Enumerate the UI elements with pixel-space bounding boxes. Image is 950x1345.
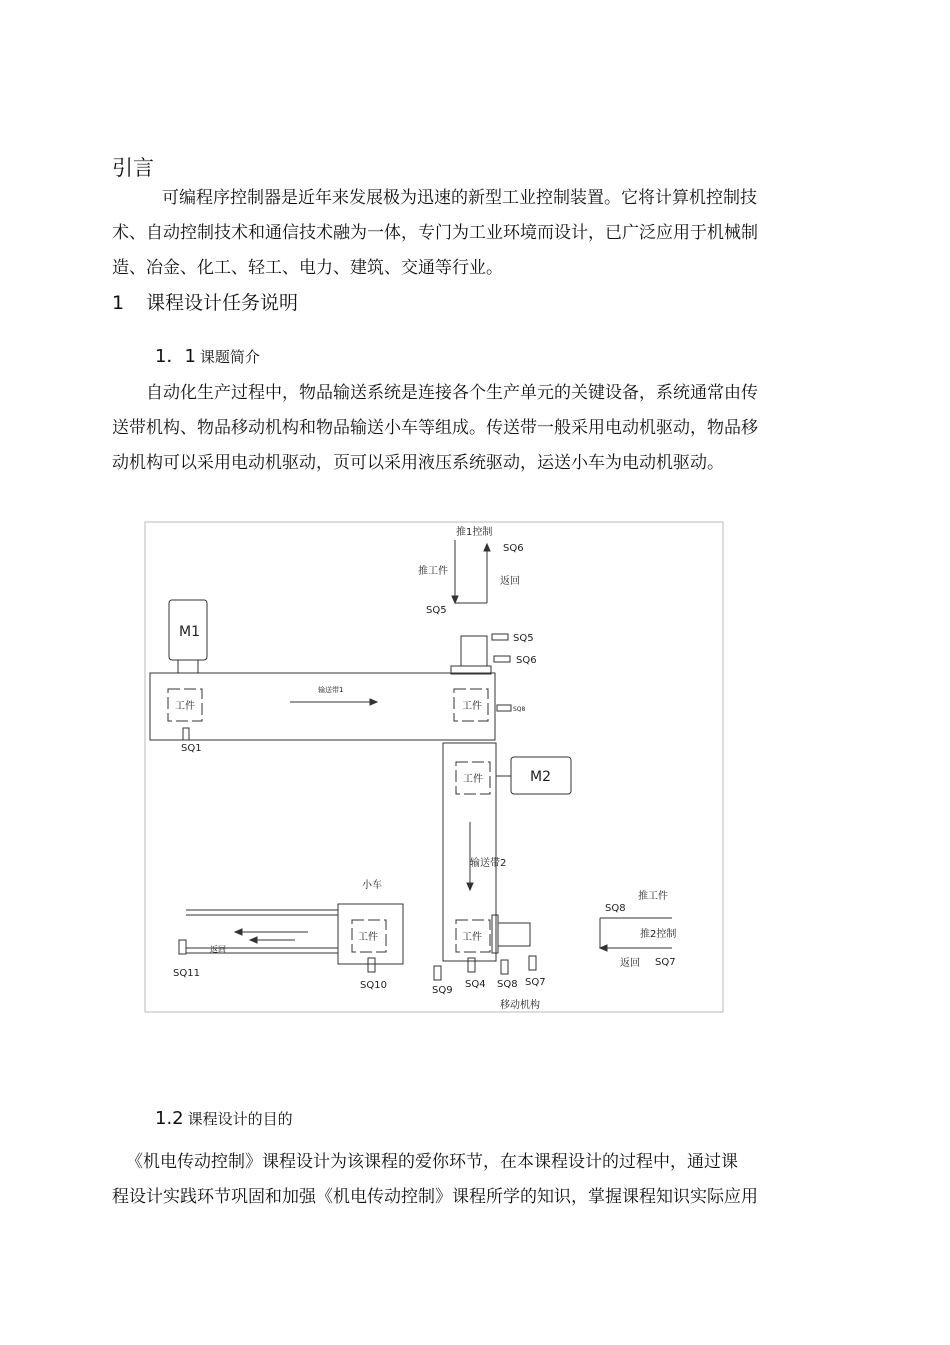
- belt-1-label: 输送带1: [318, 686, 344, 694]
- sq6-top-label: SQ6: [503, 543, 524, 554]
- sq11-label: SQ11: [173, 968, 200, 979]
- sq1-sensor: [183, 728, 189, 740]
- return-label: 返回: [500, 576, 520, 587]
- section-1-2-line-1: 《机电传动控制》课程设计为该课程的爱你环节，在本课程设计的过程中，通过课: [126, 1152, 738, 1172]
- sq9-label: SQ9: [432, 985, 453, 996]
- cart-label: 小车: [362, 880, 382, 891]
- section-1-2-number: 1.2: [155, 1108, 184, 1129]
- workpiece-label-5: 工件: [358, 932, 378, 943]
- return-small-label: 返回: [210, 945, 226, 954]
- moving-mechanism-label: 移动机构: [500, 1000, 540, 1011]
- section-1-1-line-1: 自动化生产过程中，物品输送系统是连接各个生产单元的关键设备，系统通常由传: [146, 383, 758, 403]
- section-1-2-paragraph: [112, 1145, 758, 1215]
- section-1-1-title: 课题简介: [199, 348, 260, 366]
- section-1-2-title: 课程设计的目的: [187, 1110, 293, 1128]
- sq5-label: SQ5: [513, 633, 534, 644]
- moving-plate: [492, 915, 498, 953]
- m2-label: M2: [530, 769, 551, 785]
- section-1-number: 1: [112, 292, 125, 314]
- belt-2-label: 输送带2: [470, 858, 507, 869]
- cart-arrowhead-1: [235, 929, 242, 935]
- right-return-arrowhead: [600, 945, 607, 951]
- sq10-label: SQ10: [360, 980, 387, 991]
- sq10-sensor: [368, 958, 375, 972]
- section-1-2-line-2: 程设计实践环节巩固和加强《机电传动控制》课程所学的知识，掌握课程知识实际应用: [112, 1187, 758, 1207]
- section-1-1-number: 1．1: [155, 346, 196, 367]
- section-1-title: 课程设计任务说明: [146, 292, 299, 314]
- sq-small-sensor: [497, 705, 511, 711]
- intro-line-1: 可编程序控制器是近年来发展极为迅速的新型工业控制装置。它将计算机控制技: [162, 188, 757, 208]
- right-push-label: 推工件: [638, 891, 668, 902]
- section-1-1-line-3: 动机构可以采用电动机驱动，页可以采用液压系统驱动，运送小车为电动机驱动。: [112, 453, 724, 473]
- sq5-top-label: SQ5: [426, 605, 447, 616]
- right-sq7-label: SQ7: [655, 957, 676, 968]
- diagram-frame: [145, 522, 723, 1012]
- sq9-sensor: [434, 966, 441, 980]
- belt-1-arrowhead: [370, 699, 377, 705]
- sq4-sensor: [468, 958, 475, 972]
- sq-small-label: SQ8: [513, 706, 526, 713]
- intro-line-3: 造、冶金、化工、轻工、电力、建筑、交通等行业。: [112, 258, 503, 278]
- section-1-1-line-2: 送带机构、物品移动机构和物品输送小车等组成。传送带一般采用电动机驱动，物品移: [112, 418, 758, 438]
- sq5-sensor: [492, 634, 508, 640]
- cart-arrowhead-2: [250, 937, 257, 943]
- right-return-label: 返回: [620, 958, 640, 969]
- workpiece-label-3: 工件: [463, 774, 483, 785]
- push-down-arrow: [452, 596, 458, 603]
- workpiece-label-1: 工件: [175, 701, 195, 712]
- sq4-label: SQ4: [465, 979, 486, 990]
- sq11-sensor: [179, 940, 186, 954]
- m1-shaft: [178, 660, 198, 673]
- sq8-label: SQ8: [497, 979, 518, 990]
- moving-cylinder: [498, 923, 530, 946]
- sq1-label: SQ1: [181, 743, 202, 754]
- return-up-arrow: [484, 544, 490, 551]
- belt-2-arrowhead: [467, 883, 473, 890]
- section-1-2-heading: [155, 1108, 293, 1129]
- push-label: 推工件: [418, 566, 448, 577]
- top-control-label: 推1控制: [456, 527, 493, 538]
- m1-label: M1: [179, 624, 200, 640]
- workpiece-label-2: 工件: [462, 701, 482, 712]
- sq6-sensor: [494, 656, 510, 662]
- pusher-body: [461, 636, 487, 666]
- right-control-label: 推2控制: [640, 929, 677, 940]
- sq7-label: SQ7: [525, 977, 546, 988]
- intro-line-2: 术、自动控制技术和通信技术融为一体，专门为工业环境而设计，已广泛应用于机械制: [112, 223, 758, 243]
- sq8-sensor: [501, 960, 508, 974]
- sq6-label: SQ6: [516, 655, 537, 666]
- right-sq8-label: SQ8: [605, 903, 626, 914]
- sq7-sensor: [529, 956, 536, 970]
- intro-heading: 引言: [112, 156, 154, 180]
- workpiece-label-4: 工件: [462, 932, 482, 943]
